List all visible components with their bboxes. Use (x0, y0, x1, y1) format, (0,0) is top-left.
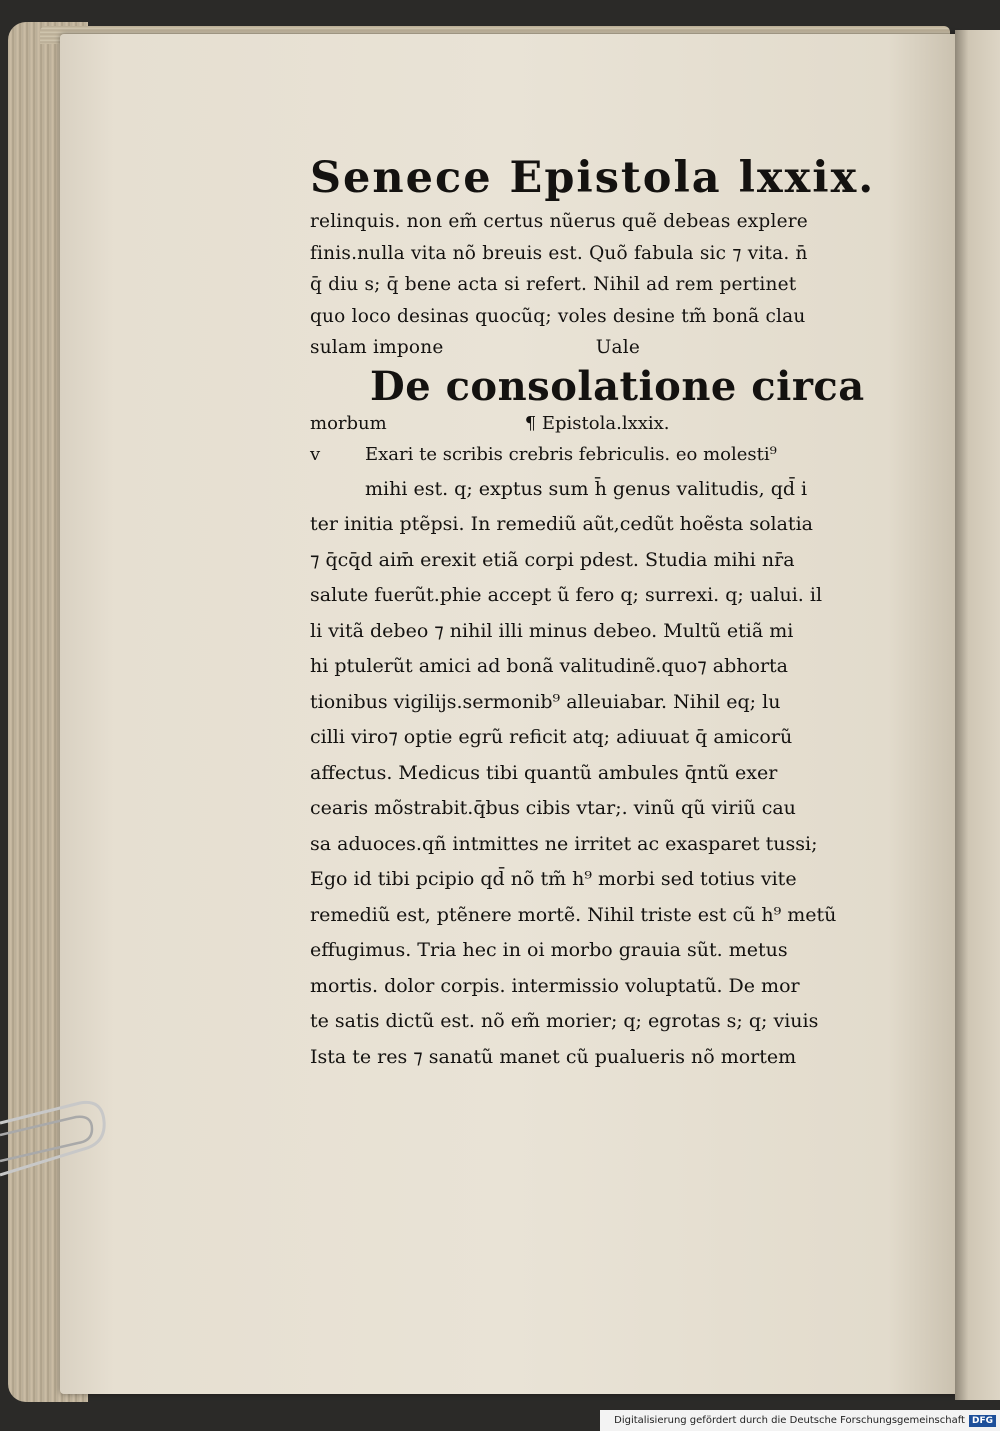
text-line: Exari te scribis crebris febriculis. eo molesti⁹ (365, 443, 777, 465)
text-line: quo loco desinas quocũq; voles desine tm̃ bonã clau (310, 305, 806, 327)
text-line: Ista te res ⁊ sanatũ manet cũ pualueris nõ mortem (310, 1045, 797, 1068)
text-line: relinquis. non em̃ certus nũerus quẽ debeas explere (310, 211, 808, 232)
closing-line (310, 332, 640, 364)
digitization-credit (600, 1410, 1000, 1431)
vale-text: Uale (595, 337, 640, 358)
text-line: sa aduoces.qñ intmittes ne irritet ac exasparet tussi; (310, 832, 818, 855)
facing-page-edge (955, 30, 1000, 1400)
text-line: q̄ diu s; q̄ bene acta si refert. Nihil ad rem pertinet (310, 274, 797, 295)
text-line: mortis. dolor corpis. intermissio voluptatũ. De mor (310, 974, 800, 997)
text-line: ter initia ptẽpsi. In remediũ aũt,cedũt hoẽsta solatia (310, 513, 813, 535)
morbum-text: morbum (310, 412, 387, 434)
chapter-heading: De consolatione circa (370, 362, 865, 410)
text-line: li vitã debeo ⁊ nihil illi minus debeo. Multũ etiã mi (310, 619, 794, 642)
text-line: remediũ est, ptẽnere mortẽ. Nihil triste est cũ h⁹ metũ (310, 903, 837, 926)
paper-clip-icon (0, 1095, 110, 1215)
text-line: effugimus. Tria hec in oi morbo grauia sũt. metus (310, 939, 788, 961)
text-line: cilli viro⁊ optie egrũ reficit atq; adiuuat q̄ amicorũ (310, 726, 793, 748)
text-line: Ego id tibi pcipio qd̄ nõ tm̃ h⁹ morbi sed totius vite (310, 868, 797, 890)
text-line: salute fuerũt.phie accept ũ fero q; surrexi. q; ualui. il (310, 584, 823, 606)
initial-guide-letter: v (310, 443, 321, 465)
text-line: mihi est. q; exptus sum h̄ genus valitudis, qd̄ i (365, 477, 808, 500)
credit-text: Digitalisierung gefördert durch die Deutsche Forschungsgemeinschaft (614, 1415, 965, 1426)
text-line: finis.nulla vita nõ breuis est. Quõ fabula sic ⁊ vita. n̄ (310, 242, 808, 264)
text-line: affectus. Medicus tibi quantũ ambules q̄ntũ exer (310, 761, 778, 784)
running-head: Senece Epistola lxxix. (310, 153, 876, 203)
text-block (310, 150, 876, 1075)
text-line: tionibus vigilijs.sermonib⁹ alleuiabar. Nihil eq; lu (310, 690, 781, 713)
dfg-logo: DFG (969, 1415, 996, 1427)
closing-text: sulam impone (310, 337, 444, 358)
heading-continuation (310, 410, 830, 438)
text-line: cearis mõstrabit.q̄bus cibis vtar;. vinũ qũ viriũ cau (310, 797, 796, 819)
text-line: hi ptulerũt amici ad bonã valitudinẽ.quo⁊ abhorta (310, 655, 788, 677)
text-line: ⁊ q̄cq̄d aim̄ erexit etiã corpi pdest. Studia mihi nr̄a (310, 548, 795, 571)
epistola-label: ¶ Epistola.lxxix. (524, 412, 670, 434)
first-body-line (310, 438, 830, 472)
text-line: te satis dictũ est. nõ em̃ morier; q; egrotas s; q; viuis (310, 1010, 819, 1032)
